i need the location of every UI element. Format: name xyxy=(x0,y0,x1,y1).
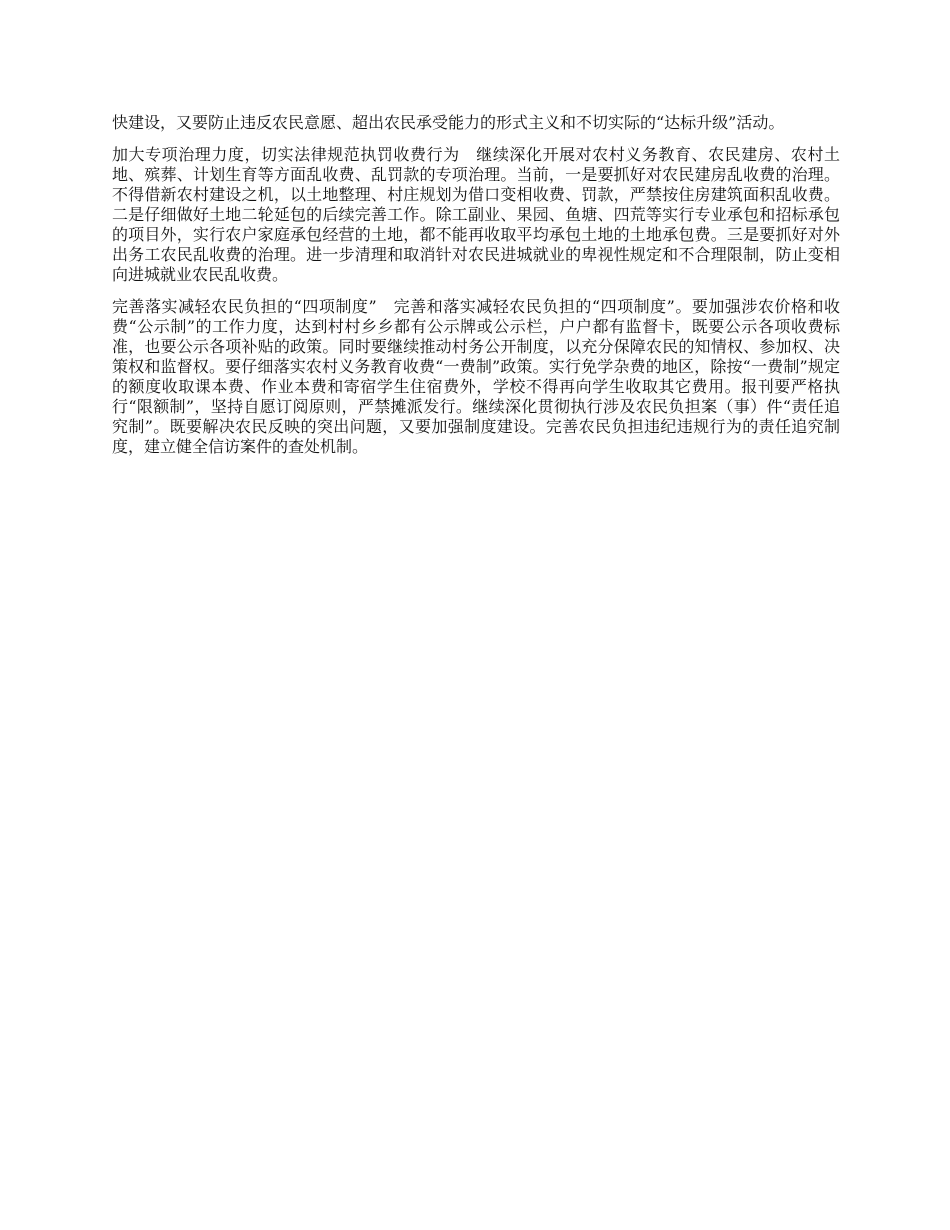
paragraph-3: 完善落实减轻农民负担的“四项制度” 完善和落实减轻农民负担的“四项制度”。要加强涉农价格和收费“公示制”的工作力度，达到村村乡乡都有公示牌或公示栏，户户都有监督卡，既要公示各项收费标准，也要公示各项补贴的政策。同时要继续推动村务公开制度，以充分保障农民的知情权、参加权、决策权和监督权。要仔细落实农村义务教育收费“一费制”政策。实行免学杂费的地区，除按“一费制”规定的额度收取课本费、作业本费和寄宿学生住宿费外，学校不得再向学生收取其它费用。报刊要严格执行“限额制”，坚持自愿订阅原则，严禁摊派发行。继续深化贯彻执行涉及农民负担案（事）件“责任追究制”。既要解决农民反映的突出问题，又要加强制度建设。完善农民负担违纪违规行为的责任追究制度，建立健全信访案件的查处机制。 xyxy=(112,297,840,456)
paragraph-1: 快建设，又要防止违反农民意愿、超出农民承受能力的形式主义和不切实际的“达标升级”活动。 xyxy=(112,113,785,132)
paragraph-2: 加大专项治理力度，切实法律规范执罚收费行为 继续深化开展对农村义务教育、农民建房、农村土地、殡葬、计划生育等方面乱收费、乱罚款的专项治理。当前，一是要抓好对农民建房乱收费的治理。不得借新农村建设之机，以土地整理、村庄规划为借口变相收费、罚款，严禁按住房建筑面积乱收费。二是仔细做好土地二轮延包的后续完善工作。除工副业、果园、鱼塘、四荒等实行专业承包和招标承包的项目外，实行农户家庭承包经营的土地，都不能再收取平均承包土地的土地承包费。三是要抓好对外出务工农民乱收费的治理。进一步清理和取消针对农民进城就业的卑视性规定和不合理限制，防止变相向进城就业农民乱收费。 xyxy=(112,145,840,284)
document-page xyxy=(112,113,840,469)
